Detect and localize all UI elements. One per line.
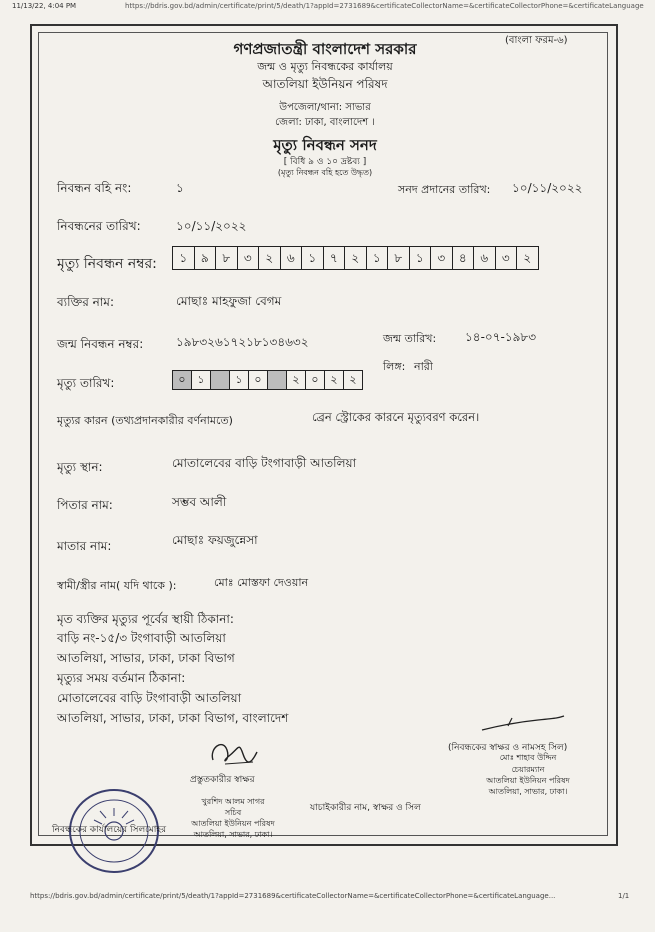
reg-date-value: ১০/১১/২০২২ [176, 219, 247, 233]
secretary-address: আতলিয়া, সাভার, ঢাকা। [193, 830, 273, 839]
registrar-title: চেয়ারম্যান [511, 765, 545, 774]
cause-value: ব্রেন স্ট্রোকের কারনে মৃত্যুবরণ করেন। [312, 410, 480, 424]
spouse-value: মোঃ মোস্তফা দেওয়ান [214, 576, 309, 589]
death-date-char: ১ [192, 371, 211, 389]
dob-value: ১৪-০৭-১৯৮৩ [465, 330, 537, 344]
spouse-label: স্বামী/স্ত্রীর নাম( যদি থাকে ): [57, 579, 177, 592]
place-value: মোতালেবের বাড়ি টংগাবাড়ী আতলিয়া [172, 456, 357, 470]
reg-no-digit: ১ [410, 247, 432, 269]
extract-note: (মৃত্যু নিবন্ধন বহি হতে উদ্ধৃত) [277, 168, 373, 177]
reg-no-digit: ৯ [195, 247, 217, 269]
registrar-seal-label: নিবন্ধকের কার্যালয়ের সিলমোহর [52, 825, 167, 835]
district: জেলা: ঢাকা, বাংলাদেশ । [275, 117, 375, 128]
death-date-boxes [172, 370, 363, 390]
secretary-title: সচিব [224, 808, 242, 817]
reg-no-digit: ১ [302, 247, 324, 269]
issue-date-value: ১০/১১/২০২২ [512, 181, 583, 195]
preparer-signature-icon [205, 734, 265, 770]
registrar-address: আতলিয়া, সাভার, ঢাকা। [488, 787, 568, 796]
reg-no-digit: ৬ [281, 247, 303, 269]
book-no-label: নিবন্ধন বহি নং: [57, 181, 132, 195]
reg-no-digit: ৩ [496, 247, 518, 269]
death-date-char: ০ [249, 371, 268, 389]
reg-date-label: নিবন্ধনের তারিখ: [57, 219, 141, 233]
book-no-value: ১ [176, 181, 184, 195]
sex-value: নারী [414, 360, 433, 373]
death-date-char: ২ [287, 371, 306, 389]
death-date-char: ১ [230, 371, 249, 389]
reg-no-digit: ২ [523, 251, 532, 265]
registrar-signature-icon [478, 714, 568, 736]
reg-no-digit: ৬ [474, 247, 496, 269]
reg-no-digit: ১ [367, 247, 389, 269]
death-date-char: ২ [325, 371, 344, 389]
registrar-council: আতলিয়া ইউনিয়ন পরিষদ [486, 776, 570, 785]
death-date-separator [268, 371, 287, 389]
print-footer-url: https://bdris.gov.bd/admin/certificate/print/5/death/1?appId=2731689&certificateCollectorName=&certificateCollectorPhone=&certificateLanguage... [30, 892, 556, 900]
reg-no-digit: ২ [259, 247, 281, 269]
secretary-council: আতলিয়া ইউনিয়ন পরিষদ [191, 819, 275, 828]
reg-no-boxes [172, 246, 539, 270]
death-date-separator [211, 371, 230, 389]
perm-address-line2: আতলিয়া, সাভার, ঢাকা, ঢাকা বিভাগ [57, 651, 235, 665]
death-date-char: ০ [173, 371, 192, 389]
reg-no-digit: ১ [173, 247, 195, 269]
father-value: সম্ভব আলী [172, 495, 227, 509]
cause-label: মৃত্যুর কারন (তথ্যপ্রদানকারীর বর্ণনামতে) [57, 414, 233, 427]
name-value: মোছাঃ মাহফুজা বেগম [176, 294, 282, 308]
council-name: আতলিয়া ইউনিয়ন পরিষদ [262, 77, 388, 91]
reg-no-digit: ৭ [324, 247, 346, 269]
print-header [0, 0, 655, 14]
print-datetime: 11/13/22, 4:04 PM [12, 2, 77, 10]
issue-date-label: সনদ প্রদানের তারিখ: [398, 183, 491, 196]
perm-address-label: মৃত ব্যক্তির মৃত্যুর পূর্বের স্থায়ী ঠিকানা: [57, 612, 234, 626]
secretary-name: খুরশিদ আলম সাগর [201, 797, 265, 806]
name-label: ব্যক্তির নাম: [57, 295, 115, 309]
form-number: (বাংলা ফরম-৬) [505, 35, 568, 46]
sex-label: লিঙ্গ: [383, 360, 406, 373]
place-label: মৃত্যু স্থান: [57, 460, 103, 474]
verifier-label: যাচাইকারীর নাম, স্বাক্ষর ও সিল [310, 803, 421, 813]
mother-value: মোছাঃ ফয়জুন্নেসা [172, 533, 258, 547]
reg-no-digit: ৪ [453, 247, 475, 269]
birth-reg-value: ১৯৮৩২৬১৭২১৮১৩৪৬৩২ [176, 335, 309, 349]
death-date-char: ২ [349, 373, 357, 386]
dob-label: জন্ম তারিখ: [383, 332, 437, 345]
registrar-name: মোঃ শাহাব উদ্দিন [499, 753, 557, 762]
print-url: https://bdris.gov.bd/admin/certificate/print/5/death/1?appId=2731689&certificateCollectorName=&certificateCollectorPhone=&certificateLanguage [125, 2, 644, 10]
reg-no-digit: ৩ [431, 247, 453, 269]
death-date-label: মৃত্যু তারিখ: [57, 376, 115, 390]
reg-no-label: মৃত্যু নিবন্ধন নম্বর: [57, 256, 157, 272]
rule-reference: [ বিধি ৯ ও ১০ দ্রষ্টব্য ] [283, 157, 367, 167]
curr-address-line1: মোতালেবের বাড়ি টংগাবাড়ী আতলিয়া [57, 691, 242, 705]
birth-reg-label: জন্ম নিবন্ধন নম্বর: [57, 337, 144, 351]
office-name: জন্ম ও মৃত্যু নিবন্ধকের কার্যালয় [257, 60, 393, 73]
reg-no-digit: ৮ [388, 247, 410, 269]
government-title: গণপ্রজাতন্ত্রী বাংলাদেশ সরকার [233, 40, 417, 58]
mother-label: মাতার নাম: [57, 539, 112, 553]
perm-address-line1: বাড়ি নং-১৫/৩ টংগাবাড়ী আতলিয়া [57, 631, 226, 645]
curr-address-line2: আতলিয়া, সাভার, ঢাকা, ঢাকা বিভাগ, বাংলাদেশ [57, 711, 289, 725]
preparer-label: প্রস্তুতকারীর স্বাক্ষর [190, 775, 255, 785]
reg-no-digit: ৩ [238, 247, 260, 269]
death-date-char: ০ [306, 371, 325, 389]
print-page-number: 1/1 [618, 892, 630, 900]
father-label: পিতার নাম: [57, 498, 113, 512]
reg-no-digit: ৮ [216, 247, 238, 269]
upazila: উপজেলা/থানা: সাভার [279, 102, 371, 113]
reg-no-digit: ২ [345, 247, 367, 269]
curr-address-label: মৃত্যুর সময় বর্তমান ঠিকানা: [57, 671, 186, 685]
certificate-title: মৃত্যু নিবন্ধন সনদ [273, 136, 377, 154]
registrar-label: (নিবন্ধকের স্বাক্ষর ও নামসহ সিল) [448, 743, 568, 753]
